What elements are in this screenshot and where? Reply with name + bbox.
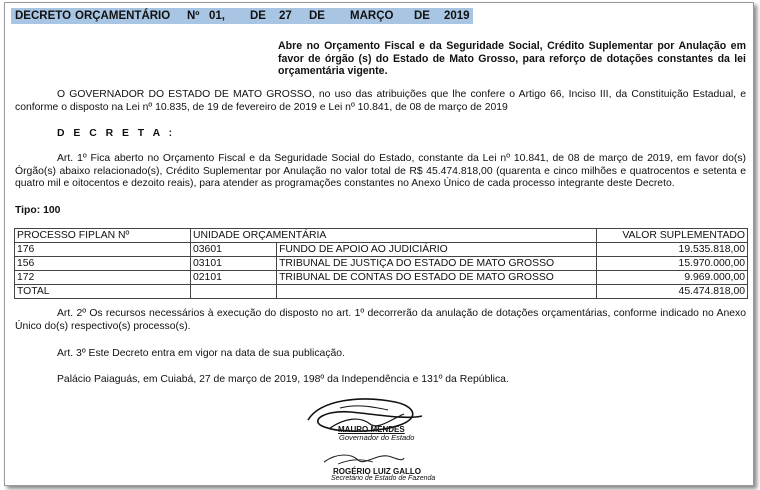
cell-processo: 172 xyxy=(15,271,191,285)
article-2: Art. 2º Os recursos necessários à execução do disposto no art. 1º decorrerão da anulação de dotações orçamentárias, conforme indicado no Anexo Único do(s) respectivo(s) processo(s). xyxy=(15,308,746,332)
decree-title xyxy=(11,8,473,24)
table-row xyxy=(15,257,748,271)
header-valor: VALOR SUPLEMENTADO xyxy=(597,229,748,243)
cell-processo: 176 xyxy=(15,243,191,257)
title-word: Nº xyxy=(187,10,200,22)
cell-empty xyxy=(190,285,276,299)
tipo-label: Tipo: 100 xyxy=(15,205,61,216)
preamble: O GOVERNADOR DO ESTADO DE MATO GROSSO, no uso das atribuições que lhe confere o Artigo 66, Inciso III, da Constituição Estadual, e conforme o disposto na Lei nº 10.835, de 19 de fevereiro de 2019 e Lei nº 10.841, de 08 de março de 2019 xyxy=(15,89,746,113)
cell-valor: 9.969.000,00 xyxy=(597,271,748,285)
signer-role: Governador do Estado xyxy=(339,433,415,442)
table-row xyxy=(15,271,748,285)
title-word: 2019 xyxy=(444,10,470,22)
header-unidade: UNIDADE ORÇAMENTÁRIA xyxy=(190,229,596,243)
article-3: Art. 3º Este Decreto entra em vigor na data de sua publicação. xyxy=(57,348,345,359)
cell-total-value: 45.474.818,00 xyxy=(597,285,748,299)
title-word: DE xyxy=(414,10,430,22)
article-1: Art. 1º Fica aberto no Orçamento Fiscal e da Seguridade Social do Estado, constante da Lei nº 10.841, de 08 de março de 2019, em favor do(s) Órgão(s) abaixo relacionado(s), Crédito Suplementar por Anulação no valor total de R$ 45.474.818,00 (quarenta e cinco milhões e quatrocentos e setenta e quatro mil e oitocentos e dezoito reais), para atender as programações constantes no Anexo Único de cada processo integrante deste Decreto. xyxy=(15,153,746,189)
decree-summary: Abre no Orçamento Fiscal e da Seguridade Social, Crédito Suplementar por Anulação em favor de órgão (s) do Estado de Mato Grosso, para reforço de dotações constantes da lei orçamentária vigente. xyxy=(278,40,746,77)
table-header-row xyxy=(15,229,748,243)
decreta-heading: D E C R E T A : xyxy=(57,128,176,139)
signer-name: MAURO MENDES xyxy=(338,425,405,434)
header-processo: PROCESSO FIPLAN Nº xyxy=(15,229,191,243)
cell-unidade: FUNDO DE APOIO AO JUDICIÁRIO xyxy=(277,243,597,257)
place-and-date: Palácio Paiaguás, em Cuiabá, 27 de março de 2019, 198º da Independência e 131º da República. xyxy=(57,374,509,385)
title-word: 01, xyxy=(209,10,225,22)
cell-codigo: 03101 xyxy=(190,257,276,271)
title-word: MARÇO xyxy=(350,10,394,22)
cell-codigo: 02101 xyxy=(190,271,276,285)
cell-processo: 156 xyxy=(15,257,191,271)
title-word: 27 xyxy=(279,10,292,22)
cell-valor: 19.535.818,00 xyxy=(597,243,748,257)
cell-empty xyxy=(277,285,597,299)
cell-unidade: TRIBUNAL DE CONTAS DO ESTADO DE MATO GROSSO xyxy=(277,271,597,285)
table-total-row xyxy=(15,285,748,299)
cell-unidade: TRIBUNAL DE JUSTIÇA DO ESTADO DE MATO GROSSO xyxy=(277,257,597,271)
cell-valor: 15.970.000,00 xyxy=(597,257,748,271)
signer-role: Secretário de Estado de Fazenda xyxy=(331,475,436,482)
table-row xyxy=(15,243,748,257)
title-word: ORÇAMENTÁRIO xyxy=(75,10,171,22)
credit-table xyxy=(14,228,748,299)
cell-total-label: TOTAL xyxy=(15,285,191,299)
signer-name: ROGÉRIO LUIZ GALLO xyxy=(333,467,421,476)
title-word: DE xyxy=(250,10,266,22)
title-word: DE xyxy=(309,10,325,22)
cell-codigo: 03601 xyxy=(190,243,276,257)
title-word: DECRETO xyxy=(15,10,72,22)
